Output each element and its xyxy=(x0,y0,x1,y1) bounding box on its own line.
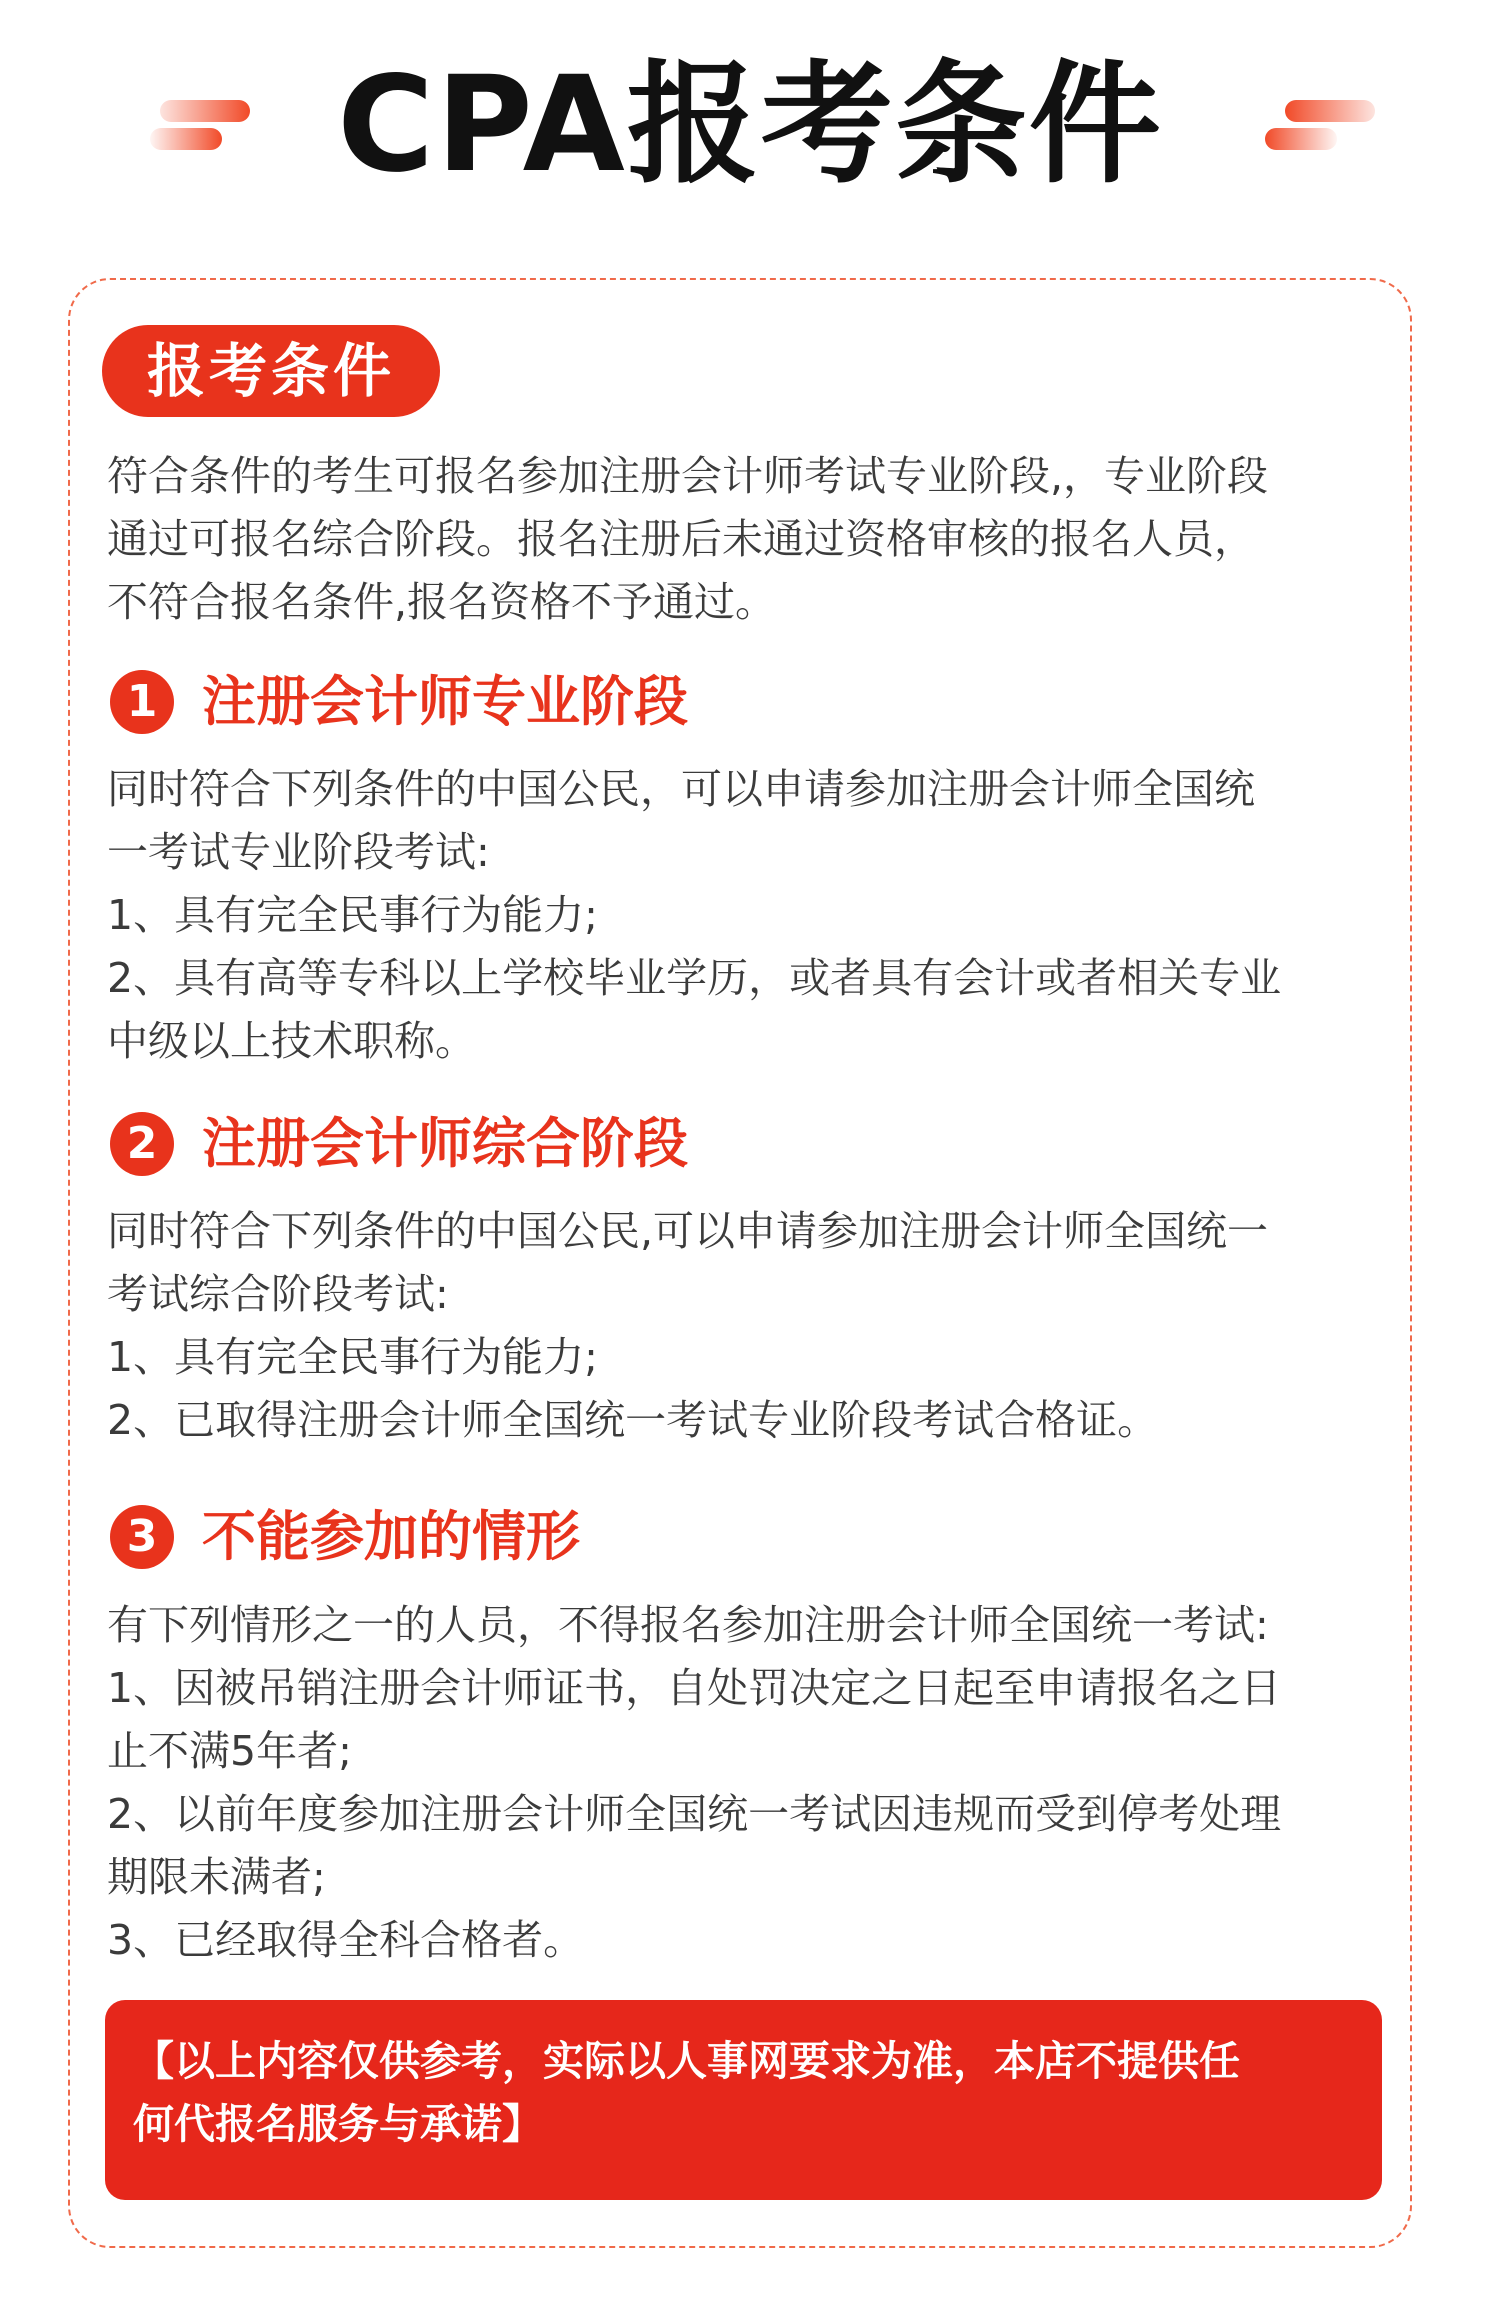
section-line: 有下列情形之一的人员，不得报名参加注册会计师全国统一考试: xyxy=(107,1601,1269,1649)
section-line: 同时符合下列条件的中国公民，可以申请参加注册会计师全国统 xyxy=(107,765,1255,813)
section-line: 2、以前年度参加注册会计师全国统一考试因违规而受到停考处理 xyxy=(107,1790,1282,1838)
section-line: 3、已经取得全科合格者。 xyxy=(107,1916,585,1964)
number-3-icon: 3 xyxy=(110,1505,174,1569)
intro-paragraph xyxy=(107,445,1407,634)
section-line: 考试综合阶段考试: xyxy=(107,1270,449,1318)
number-2-icon: 2 xyxy=(110,1112,174,1176)
number-1-icon: 1 xyxy=(110,670,174,734)
disclaimer-line: 何代报名服务与承诺】 xyxy=(133,2100,543,2148)
section-line: 一考试专业阶段考试: xyxy=(107,828,490,876)
section-line: 1、具有完全民事行为能力; xyxy=(107,891,598,939)
section-title: 注册会计师专业阶段 xyxy=(202,670,688,733)
decoration-bar xyxy=(1285,100,1375,122)
section-body-ineligible xyxy=(107,1594,1407,1972)
intro-line: 通过可报名综合阶段。报名注册后未通过资格审核的报名人员， xyxy=(107,515,1255,563)
intro-line: 不符合报名条件,报名资格不予通过。 xyxy=(107,578,777,626)
conditions-badge: 报考条件 xyxy=(102,325,440,417)
page-header xyxy=(0,40,1500,210)
right-decoration xyxy=(1265,100,1375,154)
section-line: 中级以上技术职称。 xyxy=(107,1017,476,1065)
intro-line: 符合条件的考生可报名参加注册会计师考试专业阶段,，专业阶段 xyxy=(107,452,1269,500)
page-title: CPA报考条件 xyxy=(337,48,1163,202)
section-line: 2、具有高等专科以上学校毕业学历，或者具有会计或者相关专业 xyxy=(107,954,1282,1002)
section-line: 1、因被吊销注册会计师证书，自处罚决定之日起至申请报名之日 xyxy=(107,1664,1282,1712)
section-line: 止不满5年者; xyxy=(107,1727,352,1775)
section-line: 2、已取得注册会计师全国统一考试专业阶段考试合格证。 xyxy=(107,1396,1159,1444)
section-line: 期限未满者; xyxy=(107,1853,326,1901)
decoration-bar xyxy=(1265,128,1337,150)
section-line: 同时符合下列条件的中国公民,可以申请参加注册会计师全国统一 xyxy=(107,1207,1269,1255)
section-body-comprehensive xyxy=(107,1200,1407,1452)
section-title: 不能参加的情形 xyxy=(202,1505,580,1568)
section-title: 注册会计师综合阶段 xyxy=(202,1112,688,1175)
section-body-professional xyxy=(107,758,1407,1073)
disclaimer-banner xyxy=(105,2000,1382,2200)
section-line: 1、具有完全民事行为能力; xyxy=(107,1333,598,1381)
disclaimer-line: 【以上内容仅供参考，实际以人事网要求为准，本店不提供任 xyxy=(133,2037,1240,2085)
